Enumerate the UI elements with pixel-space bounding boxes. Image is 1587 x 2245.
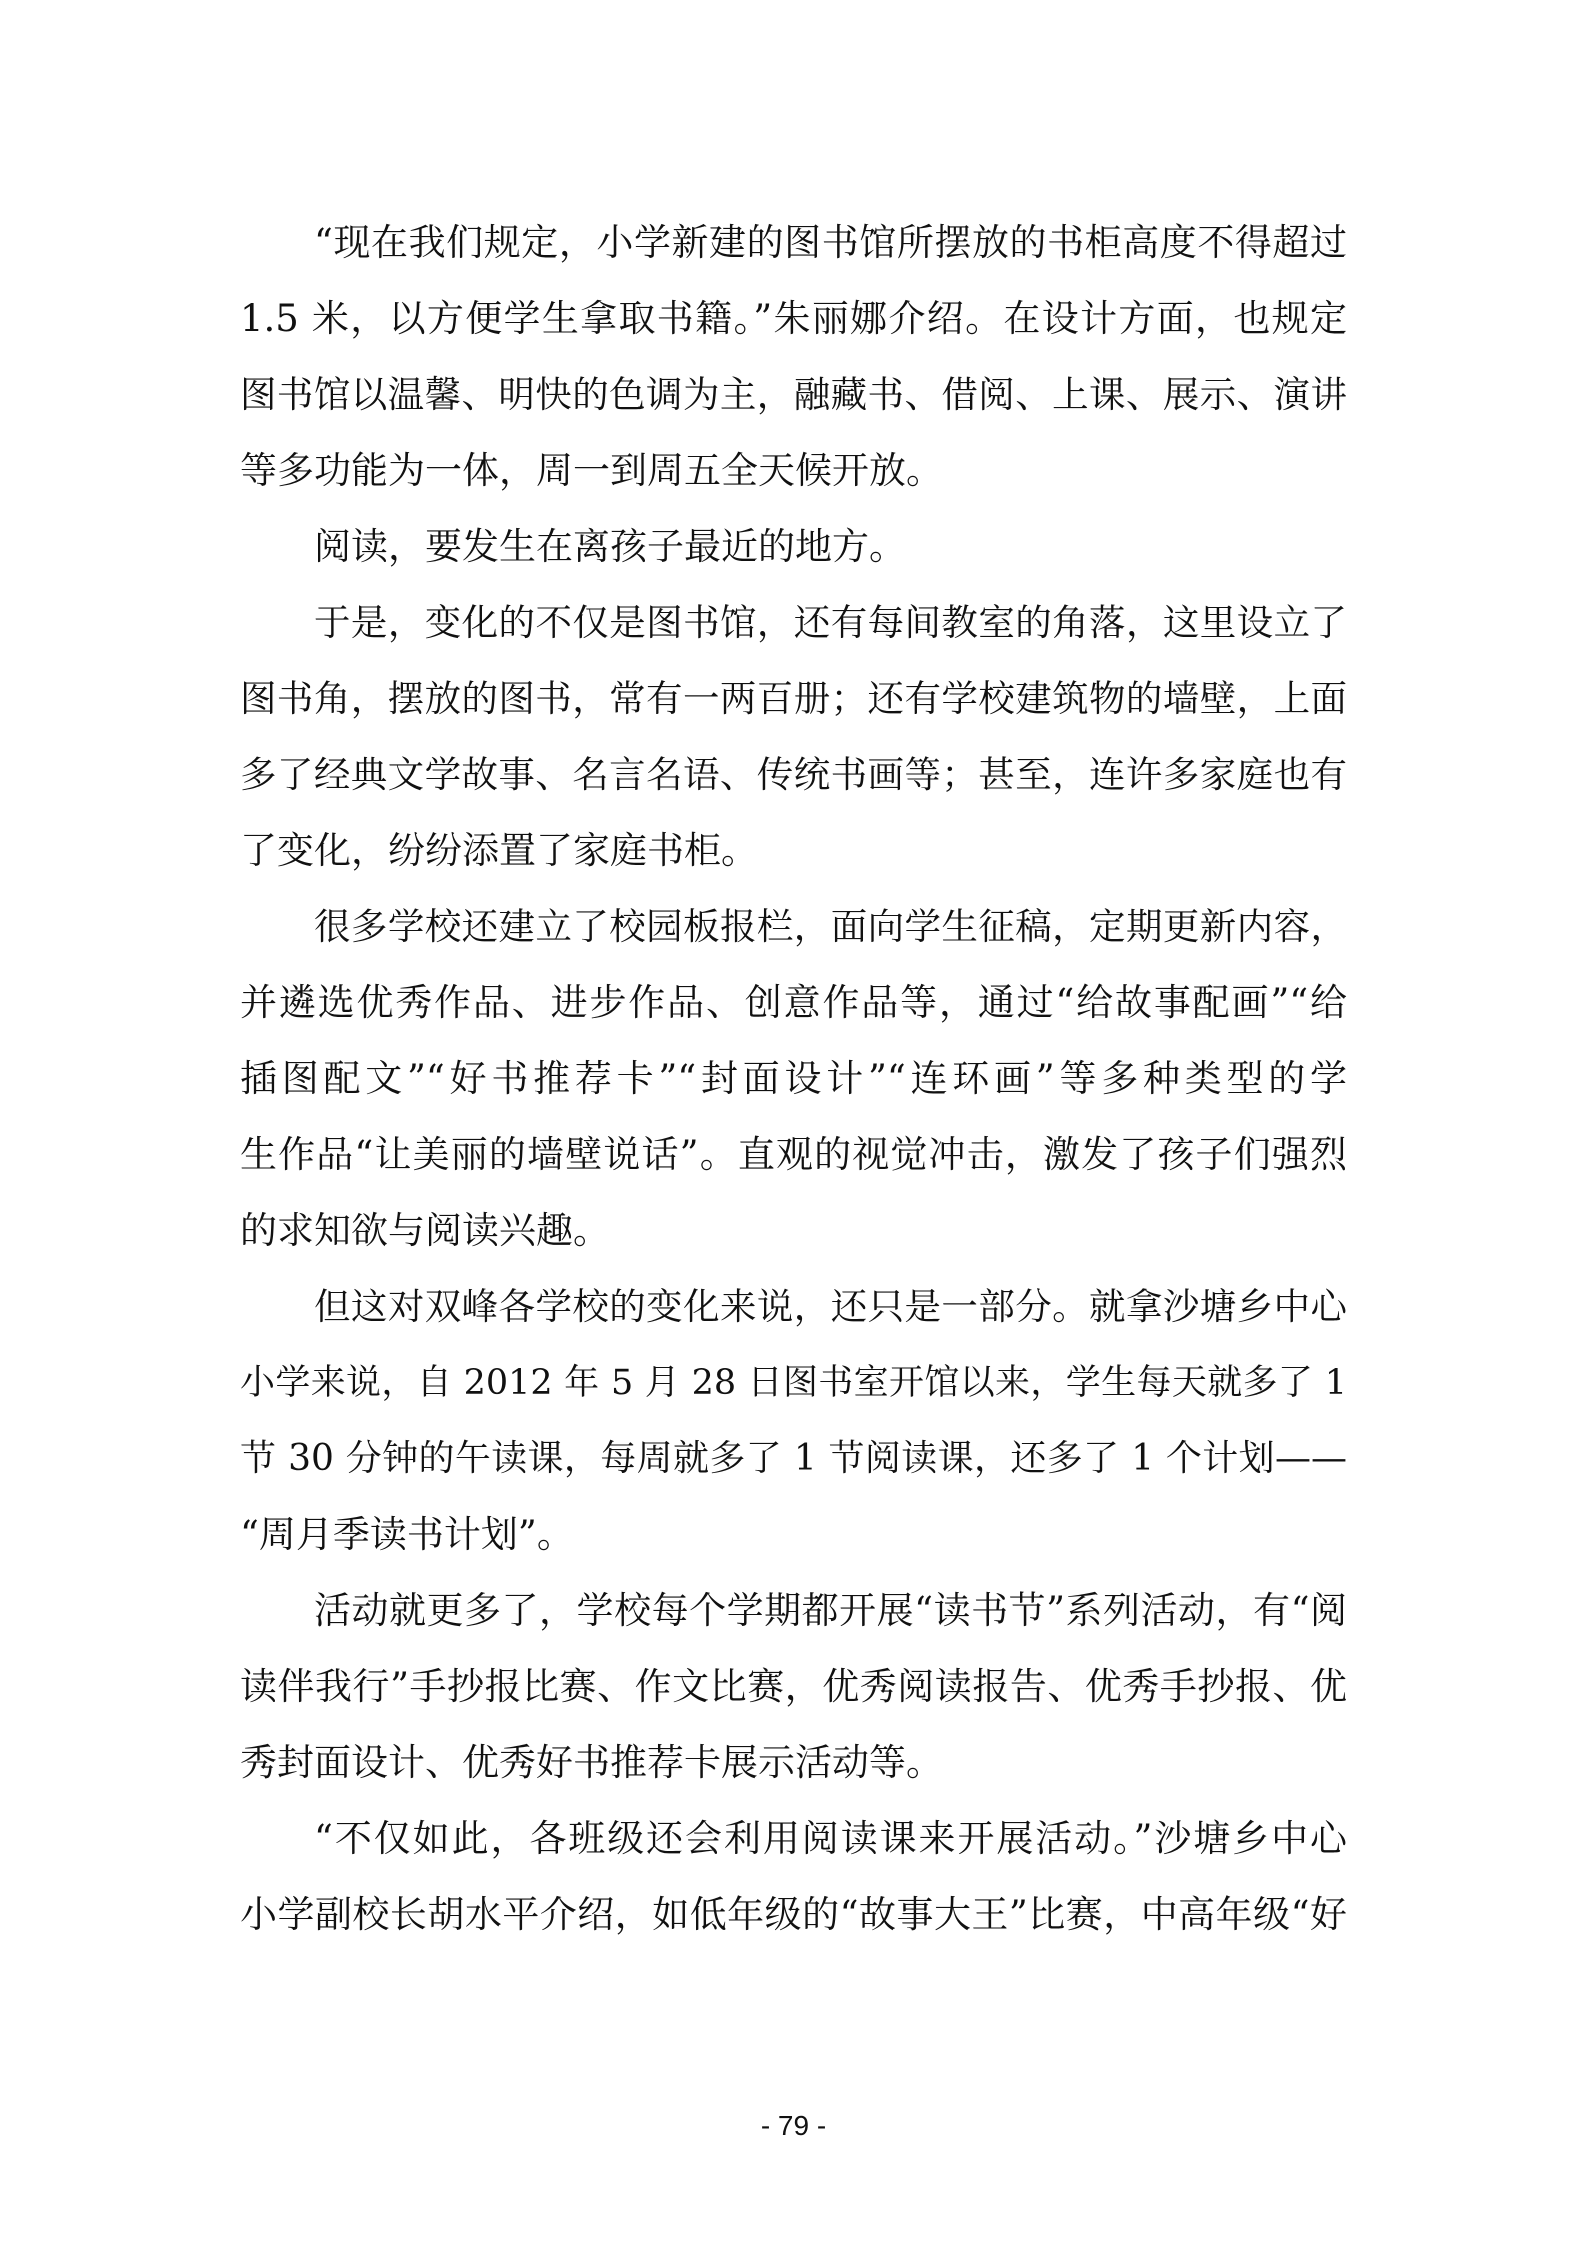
text-line: 等多功能为一体，周一到周五全天候开放。 xyxy=(240,449,943,492)
text-line: “不仅如此，各班级还会利用阅读课来开展活动。”沙塘乡中心 xyxy=(314,1817,1347,1860)
text-line: 生作品“让美丽的墙壁说话”。直观的视觉冲击，激发了孩子们强烈 xyxy=(240,1133,1347,1176)
text-line: 很多学校还建立了校园板报栏，面向学生征稿，定期更新内容， xyxy=(314,905,1347,948)
text-line: 并遴选优秀作品、进步作品、创意作品等，通过“给故事配画”“给 xyxy=(240,981,1347,1024)
text-line: 读伴我行”手抄报比赛、作文比赛，优秀阅读报告、优秀手抄报、优 xyxy=(240,1665,1347,1708)
text-line: 小学副校长胡水平介绍，如低年级的“故事大王”比赛，中高年级“好 xyxy=(240,1893,1347,1936)
text-line: 于是，变化的不仅是图书馆，还有每间教室的角落，这里设立了 xyxy=(314,601,1347,644)
page-number: - 79 - xyxy=(760,2110,827,2141)
text-line: 小学来说，自 2012 年 5 月 28 日图书室开馆以来，学生每天就多了 1 xyxy=(240,1363,1347,1403)
text-line: 图书角，摆放的图书，常有一两百册；还有学校建筑物的墙壁，上面 xyxy=(240,677,1347,720)
text-line: 了变化，纷纷添置了家庭书柜。 xyxy=(240,829,758,872)
text-line: 阅读，要发生在离孩子最近的地方。 xyxy=(314,525,906,568)
text-line: 插图配文”“好书推荐卡”“封面设计”“连环画”等多种类型的学 xyxy=(240,1057,1347,1100)
text-line: “周月季读书计划”。 xyxy=(240,1513,574,1556)
text-line: 1.5 米，以方便学生拿取书籍。”朱丽娜介绍。在设计方面，也规定 xyxy=(240,297,1347,340)
body-text xyxy=(240,205,1347,1953)
text-line: “现在我们规定，小学新建的图书馆所摆放的书柜高度不得超过 xyxy=(314,221,1347,264)
text-line: 但这对双峰各学校的变化来说，还只是一部分。就拿沙塘乡中心 xyxy=(314,1285,1347,1328)
text-line: 的求知欲与阅读兴趣。 xyxy=(240,1209,610,1252)
text-line: 秀封面设计、优秀好书推荐卡展示活动等。 xyxy=(240,1741,943,1784)
text-line: 图书馆以温馨、明快的色调为主，融藏书、借阅、上课、展示、演讲 xyxy=(240,373,1347,416)
text-line: 活动就更多了，学校每个学期都开展“读书节”系列活动，有“阅 xyxy=(314,1589,1347,1632)
text-line: 多了经典文学故事、名言名语、传统书画等；甚至，连许多家庭也有 xyxy=(240,753,1347,796)
text-line: 节 30 分钟的午读课，每周就多了 1 节阅读课，还多了 1 个计划—— xyxy=(240,1438,1347,1479)
